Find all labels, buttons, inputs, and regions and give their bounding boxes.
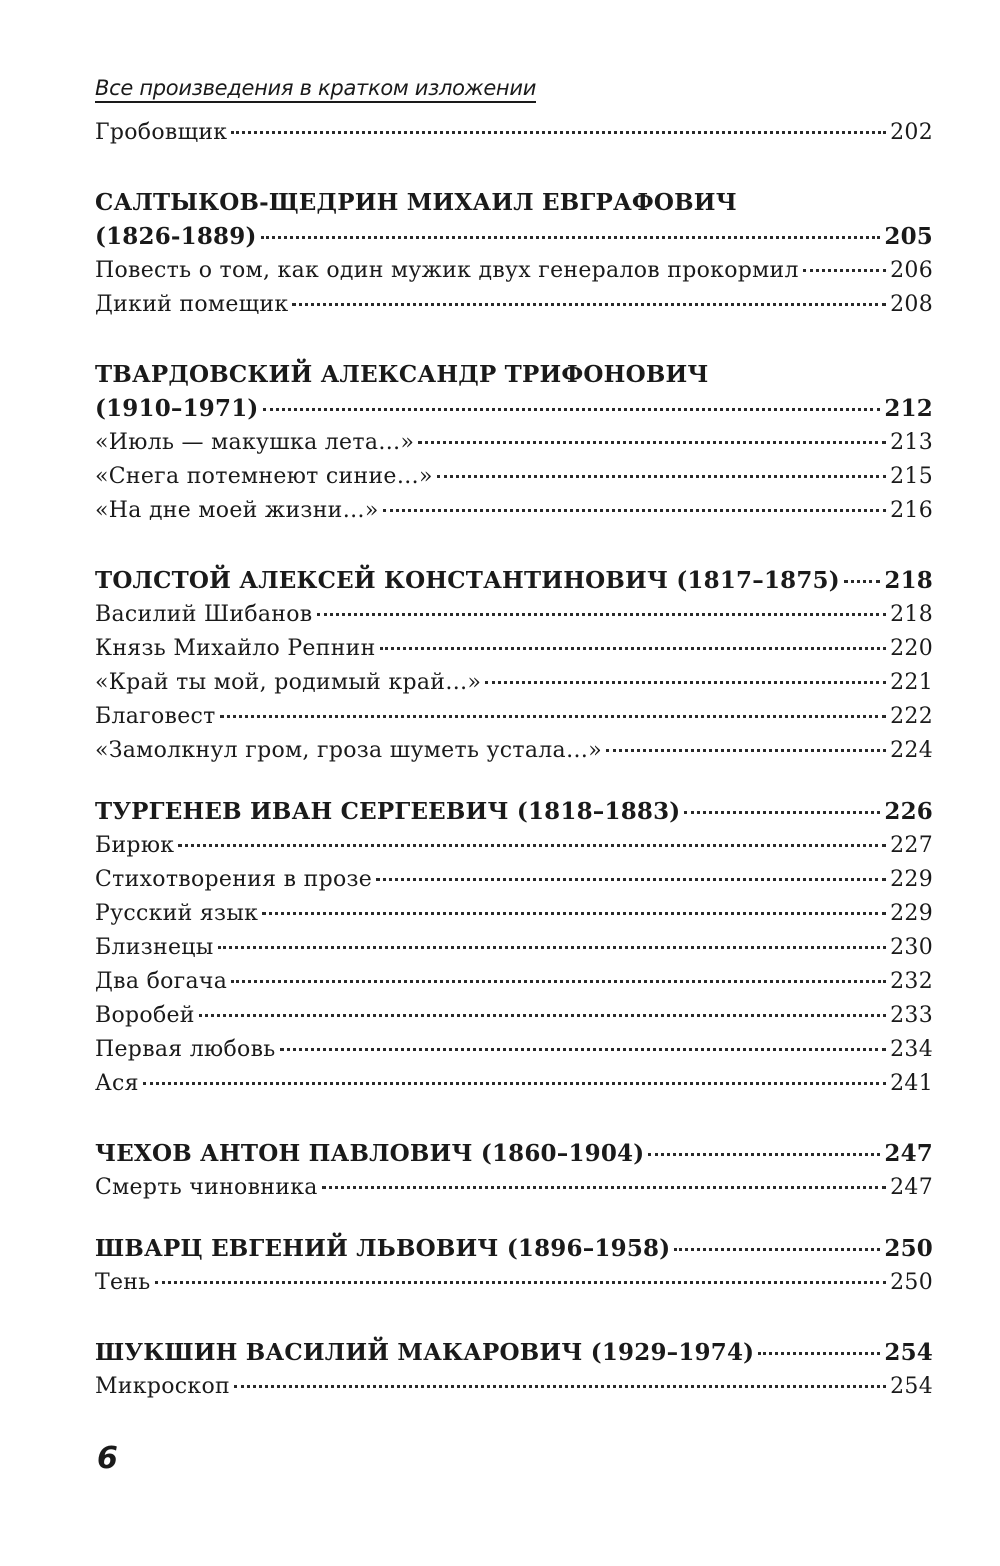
toc-entry[interactable] <box>95 965 933 999</box>
dot-leader <box>155 1281 887 1284</box>
dot-leader <box>143 1082 886 1085</box>
entry-title: «Край ты мой, родимый край…» <box>95 670 482 695</box>
toc-entry[interactable] <box>95 829 933 863</box>
entry-page: 221 <box>890 670 933 695</box>
entry-page: 202 <box>890 120 933 145</box>
author-page: 250 <box>884 1235 933 1262</box>
toc-entry[interactable] <box>95 116 933 150</box>
dot-leader <box>178 844 886 847</box>
author-heading-continuation[interactable] <box>95 220 933 254</box>
toc-entry[interactable] <box>95 1370 933 1404</box>
author-heading[interactable] <box>95 358 933 392</box>
dot-leader <box>261 236 881 239</box>
author-heading[interactable] <box>95 186 933 220</box>
entry-title: Князь Михайло Репнин <box>95 636 376 661</box>
running-header: Все произведения в кратком изложении <box>95 76 536 103</box>
dot-leader <box>380 647 886 650</box>
dot-leader <box>218 946 887 949</box>
toc-entry[interactable] <box>95 598 933 632</box>
author-page: 218 <box>884 567 933 594</box>
entry-page: 233 <box>890 1003 933 1028</box>
entry-title: «Замолкнул гром, гроза шуметь устала…» <box>95 738 603 763</box>
dot-leader <box>231 131 886 134</box>
entry-title: Микроскоп <box>95 1374 230 1399</box>
entry-title: Благовест <box>95 704 216 729</box>
toc-entry[interactable] <box>95 897 933 931</box>
toc-entry[interactable] <box>95 734 933 768</box>
dot-leader <box>234 1385 886 1388</box>
author-name: ТОЛСТОЙ АЛЕКСЕЙ КОНСТАНТИНОВИЧ (1817–1875) <box>95 567 840 594</box>
entry-title: Василий Шибанов <box>95 602 313 627</box>
entry-title: «Снега потемнеют синие…» <box>95 464 433 489</box>
toc-entry[interactable] <box>95 254 933 288</box>
entry-page: 234 <box>890 1037 933 1062</box>
entry-page: 208 <box>890 292 933 317</box>
author-heading[interactable] <box>95 1137 933 1171</box>
author-page: 205 <box>884 223 933 250</box>
entry-title: Повесть о том, как один мужик двух генералов прокормил <box>95 258 799 283</box>
toc-entry[interactable] <box>95 494 933 528</box>
entry-page: 206 <box>890 258 933 283</box>
dot-leader <box>485 681 886 684</box>
entry-page: 229 <box>890 867 933 892</box>
dot-leader <box>844 580 881 583</box>
dot-leader <box>803 269 886 272</box>
toc-entry[interactable] <box>95 863 933 897</box>
entry-title: Первая любовь <box>95 1037 276 1062</box>
dot-leader <box>437 475 886 478</box>
entry-title: Воробей <box>95 1003 195 1028</box>
dot-leader <box>674 1248 880 1251</box>
author-name: ШВАРЦ ЕВГЕНИЙ ЛЬВОВИЧ (1896–1958) <box>95 1235 671 1262</box>
toc-entry[interactable] <box>95 1171 933 1205</box>
entry-title: Гробовщик <box>95 120 228 145</box>
dot-leader <box>280 1048 887 1051</box>
entry-title: Стихотворения в прозе <box>95 867 373 892</box>
toc-entry[interactable] <box>95 666 933 700</box>
entry-page: 213 <box>890 430 933 455</box>
entry-title: Бирюк <box>95 833 175 858</box>
table-of-contents <box>95 116 933 1404</box>
author-heading[interactable] <box>95 795 933 829</box>
entry-page: 227 <box>890 833 933 858</box>
dot-leader <box>199 1014 886 1017</box>
dot-leader <box>262 912 886 915</box>
toc-entry[interactable] <box>95 632 933 666</box>
entry-title: Русский язык <box>95 901 259 926</box>
author-heading[interactable] <box>95 564 933 598</box>
dot-leader <box>220 715 886 718</box>
entry-page: 215 <box>890 464 933 489</box>
author-heading[interactable] <box>95 1232 933 1266</box>
dot-leader <box>292 303 886 306</box>
entry-title: Дикий помещик <box>95 292 289 317</box>
dot-leader <box>648 1153 880 1156</box>
entry-title: «Июль — макушка лета…» <box>95 430 415 455</box>
entry-page: 216 <box>890 498 933 523</box>
author-name: ТУРГЕНЕВ ИВАН СЕРГЕЕВИЧ (1818–1883) <box>95 798 681 825</box>
toc-entry[interactable] <box>95 460 933 494</box>
author-page: 254 <box>884 1339 933 1366</box>
dot-leader <box>317 613 887 616</box>
author-page: 247 <box>884 1140 933 1167</box>
entry-page: 232 <box>890 969 933 994</box>
author-page: 226 <box>884 798 933 825</box>
toc-entry[interactable] <box>95 426 933 460</box>
entry-page: 220 <box>890 636 933 661</box>
author-name: САЛТЫКОВ-ЩЕДРИН МИХАИЛ ЕВГРАФОВИЧ <box>95 189 737 216</box>
entry-page: 247 <box>890 1175 933 1200</box>
author-name: ШУКШИН ВАСИЛИЙ МАКАРОВИЧ (1929–1974) <box>95 1339 755 1366</box>
dot-leader <box>606 749 886 752</box>
dot-leader <box>231 980 886 983</box>
entry-title: Близнецы <box>95 935 214 960</box>
page-number: 6 <box>97 1441 118 1476</box>
author-years: (1826-1889) <box>95 223 257 250</box>
toc-entry[interactable] <box>95 1033 933 1067</box>
entry-title: Ася <box>95 1071 139 1096</box>
toc-entry[interactable] <box>95 1266 933 1300</box>
entry-title: Два богача <box>95 969 228 994</box>
dot-leader <box>263 408 881 411</box>
toc-entry[interactable] <box>95 700 933 734</box>
dot-leader <box>383 509 886 512</box>
entry-page: 229 <box>890 901 933 926</box>
toc-entry[interactable] <box>95 288 933 322</box>
entry-page: 222 <box>890 704 933 729</box>
entry-page: 254 <box>890 1374 933 1399</box>
author-name: ЧЕХОВ АНТОН ПАВЛОВИЧ (1860–1904) <box>95 1140 645 1167</box>
entry-title: Смерть чиновника <box>95 1175 318 1200</box>
author-heading[interactable] <box>95 1336 933 1370</box>
toc-entry[interactable] <box>95 931 933 965</box>
dot-leader <box>376 878 886 881</box>
dot-leader <box>418 441 886 444</box>
entry-title: «На дне моей жизни…» <box>95 498 379 523</box>
entry-page: 250 <box>890 1270 933 1295</box>
author-page: 212 <box>884 395 933 422</box>
toc-entry[interactable] <box>95 999 933 1033</box>
toc-entry[interactable] <box>95 1067 933 1101</box>
entry-page: 230 <box>890 935 933 960</box>
author-years: (1910–1971) <box>95 395 259 422</box>
entry-page: 241 <box>890 1071 933 1096</box>
dot-leader <box>758 1352 880 1355</box>
dot-leader <box>322 1186 886 1189</box>
author-heading-continuation[interactable] <box>95 392 933 426</box>
dot-leader <box>684 811 880 814</box>
entry-title: Тень <box>95 1270 151 1295</box>
author-name: ТВАРДОВСКИЙ АЛЕКСАНДР ТРИФОНОВИЧ <box>95 361 709 388</box>
entry-page: 224 <box>890 738 933 763</box>
entry-page: 218 <box>890 602 933 627</box>
